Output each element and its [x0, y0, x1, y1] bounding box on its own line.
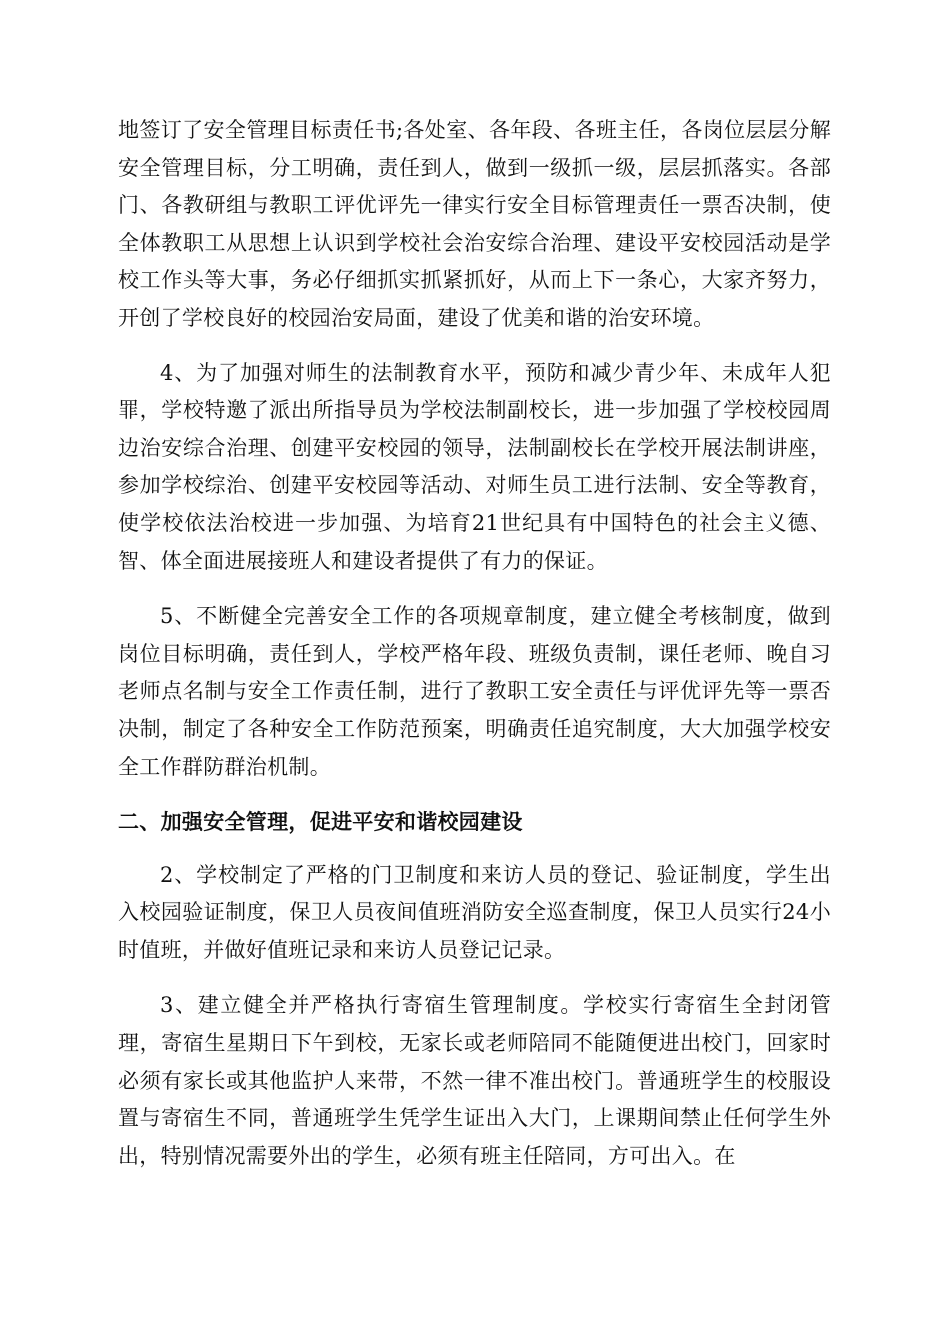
document-body	[118, 112, 831, 1193]
paragraph-item-4: 4、为了加强对师生的法制教育水平，预防和减少青少年、未成年人犯罪，学校特邀了派出所指导员为学校法制副校长，进一步加强了学校校园周边治安综合治理、创建平安校园的领导，法制副校长在学校开展法制讲座，参加学校综治、创建平安校园等活动、对师生员工进行法制、安全等教育，使学校依法治校进一步加强、为培育21世纪具有中国特色的社会主义德、智、体全面进展接班人和建设者提供了有力的保证。	[118, 360, 831, 573]
section-paragraph-item-2: 2、学校制定了严格的门卫制度和来访人员的登记、验证制度，学生出入校园验证制度，保卫人员夜间值班消防安全巡查制度，保卫人员实行24小时值班，并做好值班记录和来访人员登记记录。	[118, 862, 831, 962]
paragraph-continuation: 地签订了安全管理目标责任书;各处室、各年段、各班主任，各岗位层层分解安全管理目标，分工明确，责任到人，做到一级抓一级，层层抓落实。各部门、各教研组与教职工评优评先一律实行安全目标管理责任一票否决制，使全体教职工从思想上认识到学校社会治安综合治理、建设平安校园活动是学校工作头等大事，务必仔细抓实抓紧抓好，从而上下一条心，大家齐努力，开创了学校良好的校园治安局面，建设了优美和谐的治安环境。	[118, 118, 831, 330]
section-heading: 二、加强安全管理，促进平安和谐校园建设	[118, 810, 523, 835]
section-paragraph-item-3: 3、建立健全并严格执行寄宿生管理制度。学校实行寄宿生全封闭管理，寄宿生星期日下午到校，无家长或老师陪同不能随便进出校门，回家时必须有家长或其他监护人来带，不然一律不准出校门。普通班学生的校服设置与寄宿生不同，普通班学生凭学生证出入大门，上课期间禁止任何学生外出，特别情况需要外出的学生，必须有班主任陪同，方可出入。在	[118, 993, 831, 1168]
paragraph-item-5: 5、不断健全完善安全工作的各项规章制度，建立健全考核制度，做到岗位目标明确，责任到人，学校严格年段、班级负责制，课任老师、晚自习老师点名制与安全工作责任制，进行了教职工安全责任与评优评先等一票否决制，制定了各种安全工作防范预案，明确责任追究制度，大大加强学校安全工作群防群治机制。	[118, 604, 831, 779]
